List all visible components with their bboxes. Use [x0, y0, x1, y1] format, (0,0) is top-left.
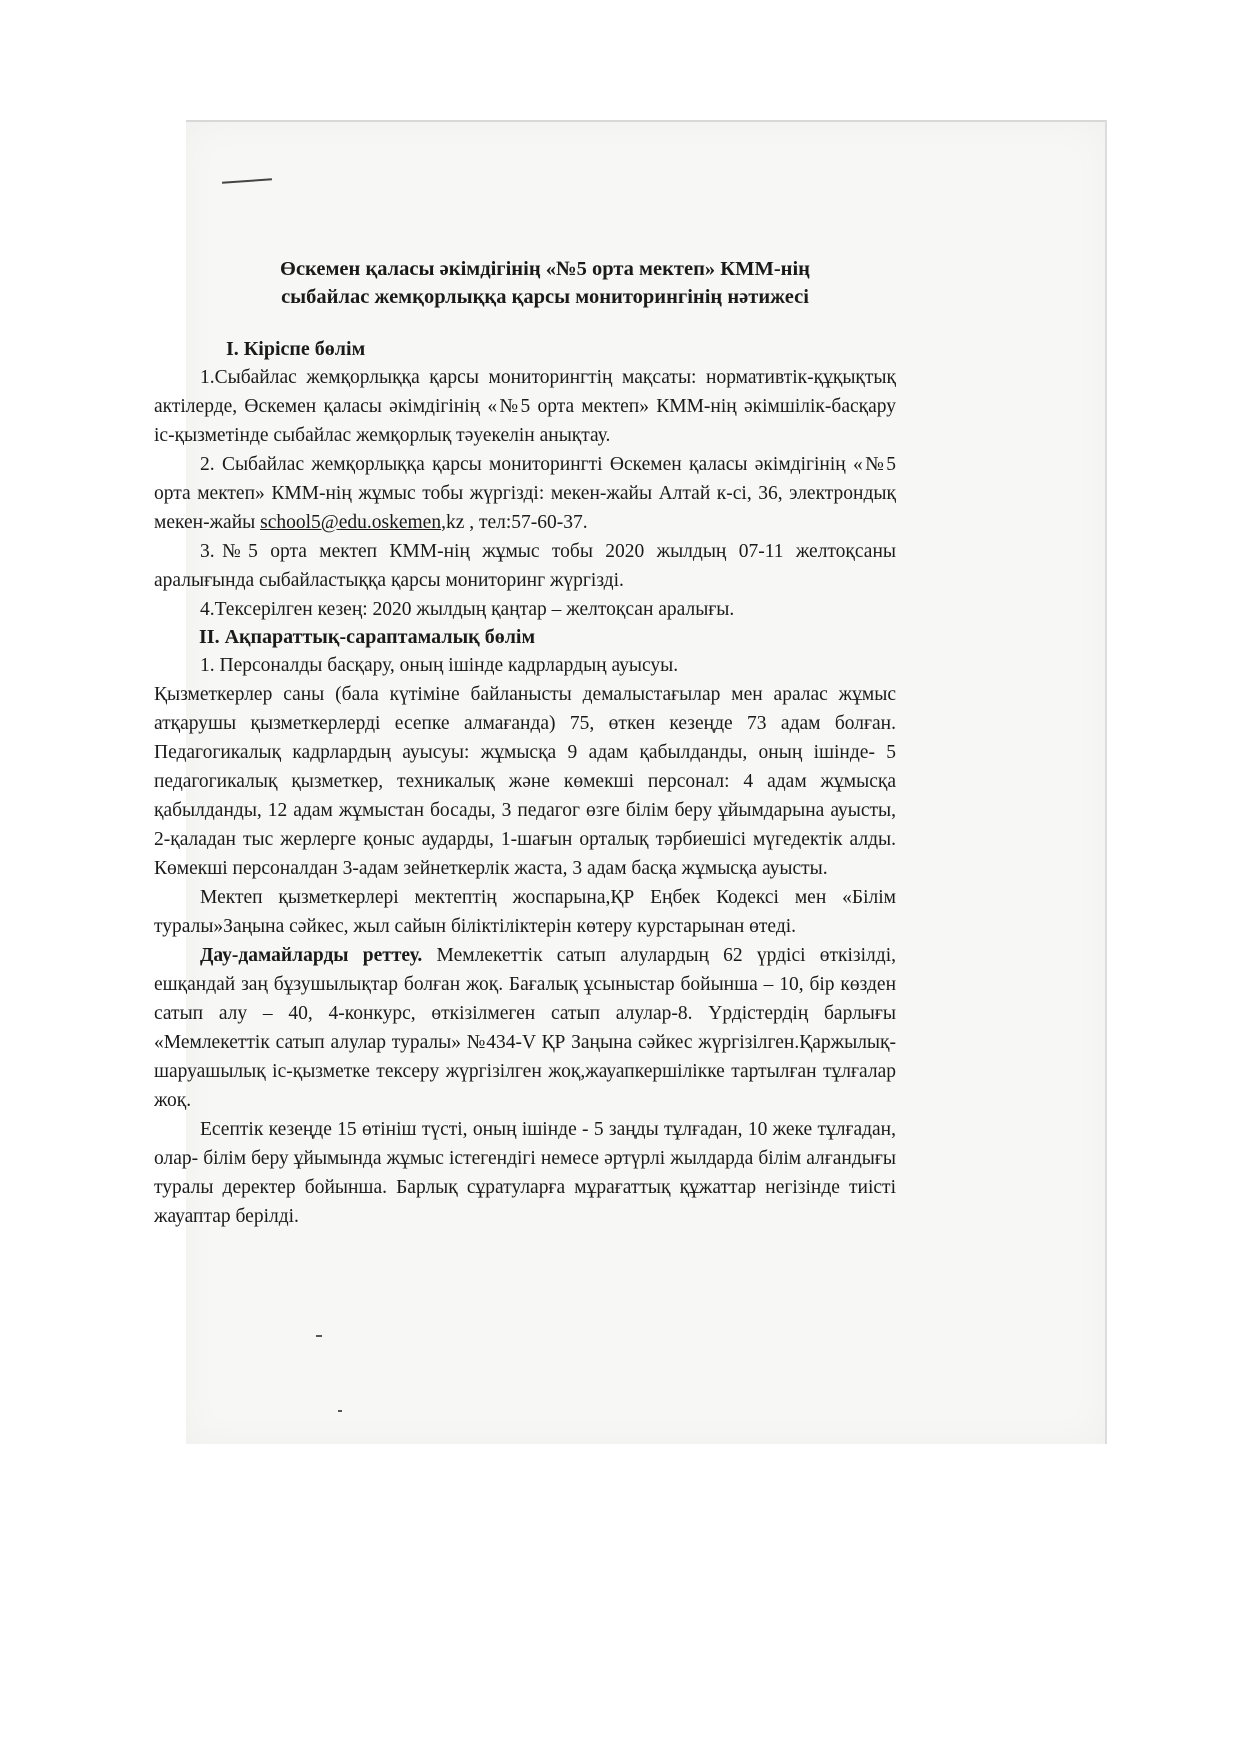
document-title [154, 255, 896, 311]
dispute-settlement-text: Мемлекеттік сатып алулардың 62 үрдісі өткізілді, ешқандай заң бұзушылықтар болған жоқ. Бағалық ұсыныстар бойынша – 10, бір көзден сатып алу – 40, 4-конкурс, өткізілмеген сатып алулар-8. Үрдістердің барлығы «Мемлекеттік сатып алулар туралы» №434-V ҚР Заңына сәйкес жүргізілген.Қаржылық-шаруашылық іс-қызметке тексеру жүргізілген жоқ,жауапкершілікке тартылған тұлғалар жоқ. [154, 945, 896, 1111]
paragraph-2-text: 2. Сыбайлас жемқорлыққа қарсы мониторингті Өскемен қаласы әкімдігінің «№5 орта мектеп» КММ-нің жұмыс тобы жүргізді: мекен-жайы Алтай к-сі, 36, электрондық мекен-жайы [154, 454, 896, 533]
section-2-paragraph-4 [154, 941, 896, 1115]
section-2-heading: II. Ақпараттық-сараптамалық бөлім [199, 626, 536, 648]
section-1-paragraph-2 [154, 450, 896, 537]
section-2-paragraph-3: Мектеп қызметкерлері мектептің жоспарына,ҚР Еңбек Кодексі мен «Білім туралы»Заңына сәйкес, жыл сайын біліктіліктерін көтеру курстарынан өтеді. [154, 887, 896, 937]
dispute-settlement-lead: Дау-дамайларды реттеу. [200, 945, 423, 966]
section-2-paragraph-1: 1. Персоналды басқару, оның ішінде кадрлардың ауысуы. [200, 655, 679, 676]
section-2-paragraph-2: Қызметкерлер саны (бала күтіміне байланысты демалыстағылар мен аралас жұмыс атқарушы қызметкерлерді есепке алмағанда) 75, өткен кезеңде 73 адам болған. Педагогикалық кадрлардың ауысуы: жұмысқа 9 адам қабылданды, оның ішінде- 5 педагогикалық қызметкер, техникалық және көмекші персонал: 4 адам жұмысқа қабылданды, 12 адам жұмыстан босады, 3 педагог өзге білім беру ұйымдарына ауысты, 2-қаладан тыс жерлерге қоныс аударды, 1-шағын орталық тәрбиешісі мүгедектік алды. Көмекші персоналдан 3-адам зейнеткерлік жаста, 3 адам басқа жұмысқа ауысты. [154, 684, 896, 879]
section-1-paragraph-3: 3.№5 орта мектеп КММ-нің жұмыс тобы 2020 жылдың 07-11 желтоқсаны аралығында сыбайластыққа қарсы мониторинг жүргізді. [154, 541, 896, 591]
pen-mark [222, 178, 272, 183]
section-1-heading: I. Кіріспе бөлім [226, 338, 366, 360]
email-link: school5@edu.oskemen [260, 512, 442, 533]
section-2-paragraph-5: Есептік кезеңде 15 өтініш түсті, оның ішінде - 5 заңды тұлғадан, 10 жеке тұлғадан, олар- білім беру ұйымында жұмыс істегендігі немесе әртүрлі жылдарда білім алғандығы туралы деректер бойынша. Барлық сұратуларға мұрағаттық құжаттар негізінде тиісті жауаптар берілді. [154, 1119, 896, 1227]
ink-speck [316, 1335, 322, 1337]
ink-speck [338, 1410, 342, 1412]
document-body [154, 255, 896, 1231]
section-1-paragraph-1: 1.Сыбайлас жемқорлыққа қарсы мониторингтің мақсаты: нормативтік-құқықтық актілерде, Өскемен қаласы әкімдігінің «№5 орта мектеп» КММ-нің әкімшілік-басқару іс-қызметінде сыбайлас жемқорлық тәуекелін анықтау. [154, 367, 896, 446]
paragraph-2-phone: ,kz , тел:57-60-37. [441, 512, 588, 533]
title-line-2: сыбайлас жемқорлыққа қарсы мониторингінің нәтижесі [281, 286, 809, 308]
title-line-1: Өскемен қаласы әкімдігінің «№5 орта мектеп» КММ-нің [280, 258, 810, 280]
section-1-paragraph-4: 4.Тексерілген кезең: 2020 жылдың қаңтар – желтоқсан аралығы. [200, 599, 735, 620]
